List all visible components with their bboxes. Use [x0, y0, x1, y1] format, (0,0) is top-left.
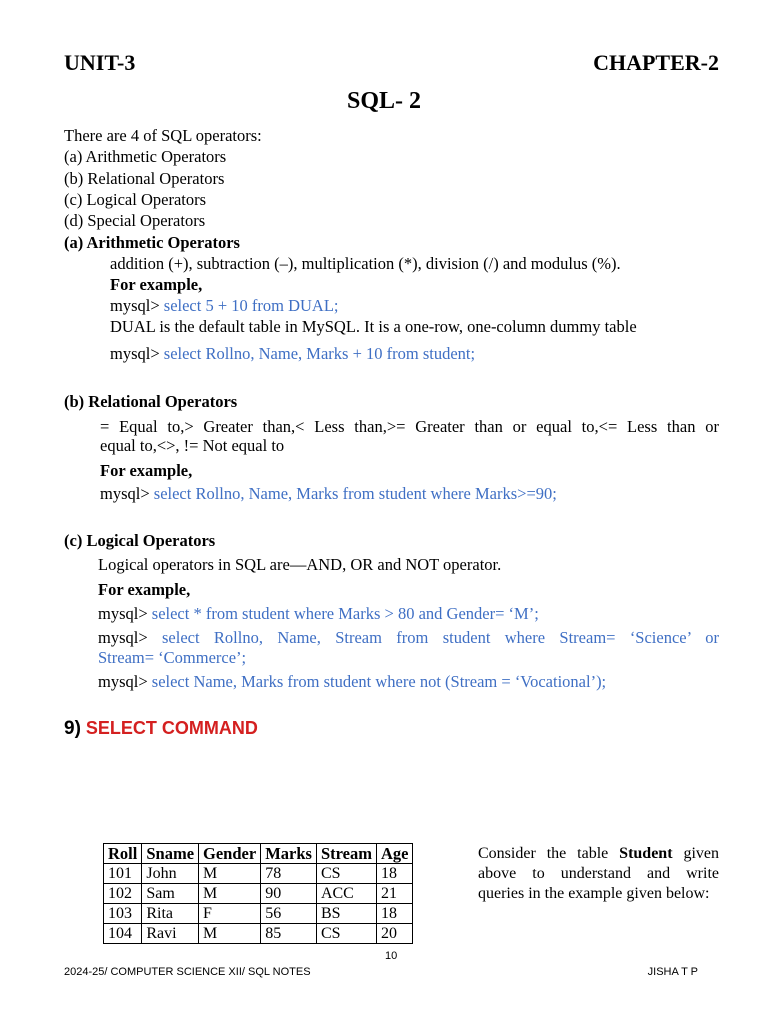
sql-code: select Rollno, Name, Stream from student where Stream= ‘Science’ or: [147, 628, 719, 647]
arithmetic-note: DUAL is the default table in MySQL. It is a one-row, one-column dummy table: [110, 317, 637, 336]
section-9-heading: [64, 718, 258, 740]
arithmetic-example-label: For example,: [110, 275, 203, 294]
column-header-roll: Roll: [104, 844, 142, 864]
mysql-prompt: mysql>: [98, 604, 148, 623]
table-cell: Rita: [142, 904, 199, 924]
sql-code: select * from student where Marks > 80 and Gender= ‘M’;: [147, 604, 539, 623]
page-title: SQL- 2: [346, 88, 421, 114]
table-cell: 102: [104, 884, 142, 904]
table-cell: ACC: [316, 884, 376, 904]
column-header-sname: Sname: [142, 844, 199, 864]
table-cell: Sam: [142, 884, 199, 904]
section-title: SELECT COMMAND: [85, 718, 258, 738]
logical-query-1: [98, 604, 539, 624]
chapter-label: CHAPTER-2: [593, 50, 719, 75]
table-cell: 18: [376, 864, 413, 884]
unit-label: UNIT-3: [64, 50, 136, 75]
mysql-prompt: mysql>: [98, 628, 148, 647]
relational-desc-line-2: equal to,<>, != Not equal to: [100, 436, 285, 455]
table-row: [104, 884, 413, 904]
logical-query-3: [98, 672, 606, 692]
side-note-table-name: Student: [619, 845, 673, 862]
table-cell: 103: [104, 904, 142, 924]
arithmetic-query-2: [110, 344, 475, 364]
table-cell: M: [199, 884, 261, 904]
table-side-note: [478, 844, 719, 904]
section-number: 9): [64, 718, 81, 739]
relational-heading: (b) Relational Operators: [64, 392, 238, 411]
table-cell: Ravi: [142, 924, 199, 944]
mysql-prompt: mysql>: [110, 296, 160, 315]
table-cell: 104: [104, 924, 142, 944]
sql-code: select Name, Marks from student where not (Stream = ‘Vocational’);: [147, 672, 607, 691]
table-cell: BS: [316, 904, 376, 924]
intro-line: There are 4 of SQL operators:: [64, 126, 262, 145]
relational-desc-line-1: = Equal to,> Greater than,< Less than,>= Greater than or equal to,<= Less than or: [100, 417, 719, 436]
page-number: 10: [385, 950, 398, 962]
table-cell: 56: [261, 904, 317, 924]
table-cell: M: [199, 924, 261, 944]
mysql-prompt: mysql>: [98, 672, 148, 691]
table-cell: 78: [261, 864, 317, 884]
column-header-gender: Gender: [199, 844, 261, 864]
footer-right: JISHA T P: [647, 966, 698, 978]
table-cell: CS: [316, 864, 376, 884]
side-note-pre: Consider the table: [478, 845, 620, 862]
sql-code: select 5 + 10 from DUAL;: [159, 296, 339, 315]
table-row: [104, 904, 413, 924]
student-table: [103, 843, 413, 944]
table-cell: 101: [104, 864, 142, 884]
table-cell: F: [199, 904, 261, 924]
table-row: [104, 864, 413, 884]
table-header-row: [104, 844, 413, 864]
arithmetic-desc: addition (+), subtraction (–), multiplication (*), division (/) and modulus (%).: [110, 254, 621, 273]
mysql-prompt: mysql>: [100, 484, 150, 503]
logical-desc: Logical operators in SQL are—AND, OR and NOT operator.: [98, 555, 502, 574]
logical-query-2-line-2: Stream= ‘Commerce’;: [98, 648, 247, 667]
relational-query-1: [100, 484, 557, 504]
intro-item-d: (d) Special Operators: [64, 211, 206, 230]
table-cell: John: [142, 864, 199, 884]
table-cell: 90: [261, 884, 317, 904]
logical-heading: (c) Logical Operators: [64, 531, 216, 550]
table-cell: M: [199, 864, 261, 884]
logical-query-2-line-1: [98, 628, 719, 648]
arithmetic-heading: (a) Arithmetic Operators: [64, 233, 240, 252]
logical-example-label: For example,: [98, 580, 191, 599]
table-row: [104, 924, 413, 944]
table-cell: 20: [376, 924, 413, 944]
mysql-prompt: mysql>: [110, 344, 160, 363]
footer-left: 2024-25/ COMPUTER SCIENCE XII/ SQL NOTES: [64, 966, 311, 978]
sql-code: select Rollno, Name, Marks from student where Marks>=90;: [149, 484, 557, 503]
intro-item-c: (c) Logical Operators: [64, 190, 207, 209]
table-cell: 21: [376, 884, 413, 904]
table-cell: 18: [376, 904, 413, 924]
sql-code: select Rollno, Name, Marks + 10 from student;: [159, 344, 476, 363]
arithmetic-query-1: [110, 296, 339, 316]
column-header-age: Age: [376, 844, 413, 864]
side-note-post: given above to understand and write queries in the example given below:: [478, 845, 719, 902]
column-header-marks: Marks: [261, 844, 317, 864]
intro-item-a: (a) Arithmetic Operators: [64, 147, 227, 166]
table-cell: 85: [261, 924, 317, 944]
relational-example-label: For example,: [100, 461, 193, 480]
table-cell: CS: [316, 924, 376, 944]
column-header-stream: Stream: [316, 844, 376, 864]
intro-item-b: (b) Relational Operators: [64, 169, 225, 188]
